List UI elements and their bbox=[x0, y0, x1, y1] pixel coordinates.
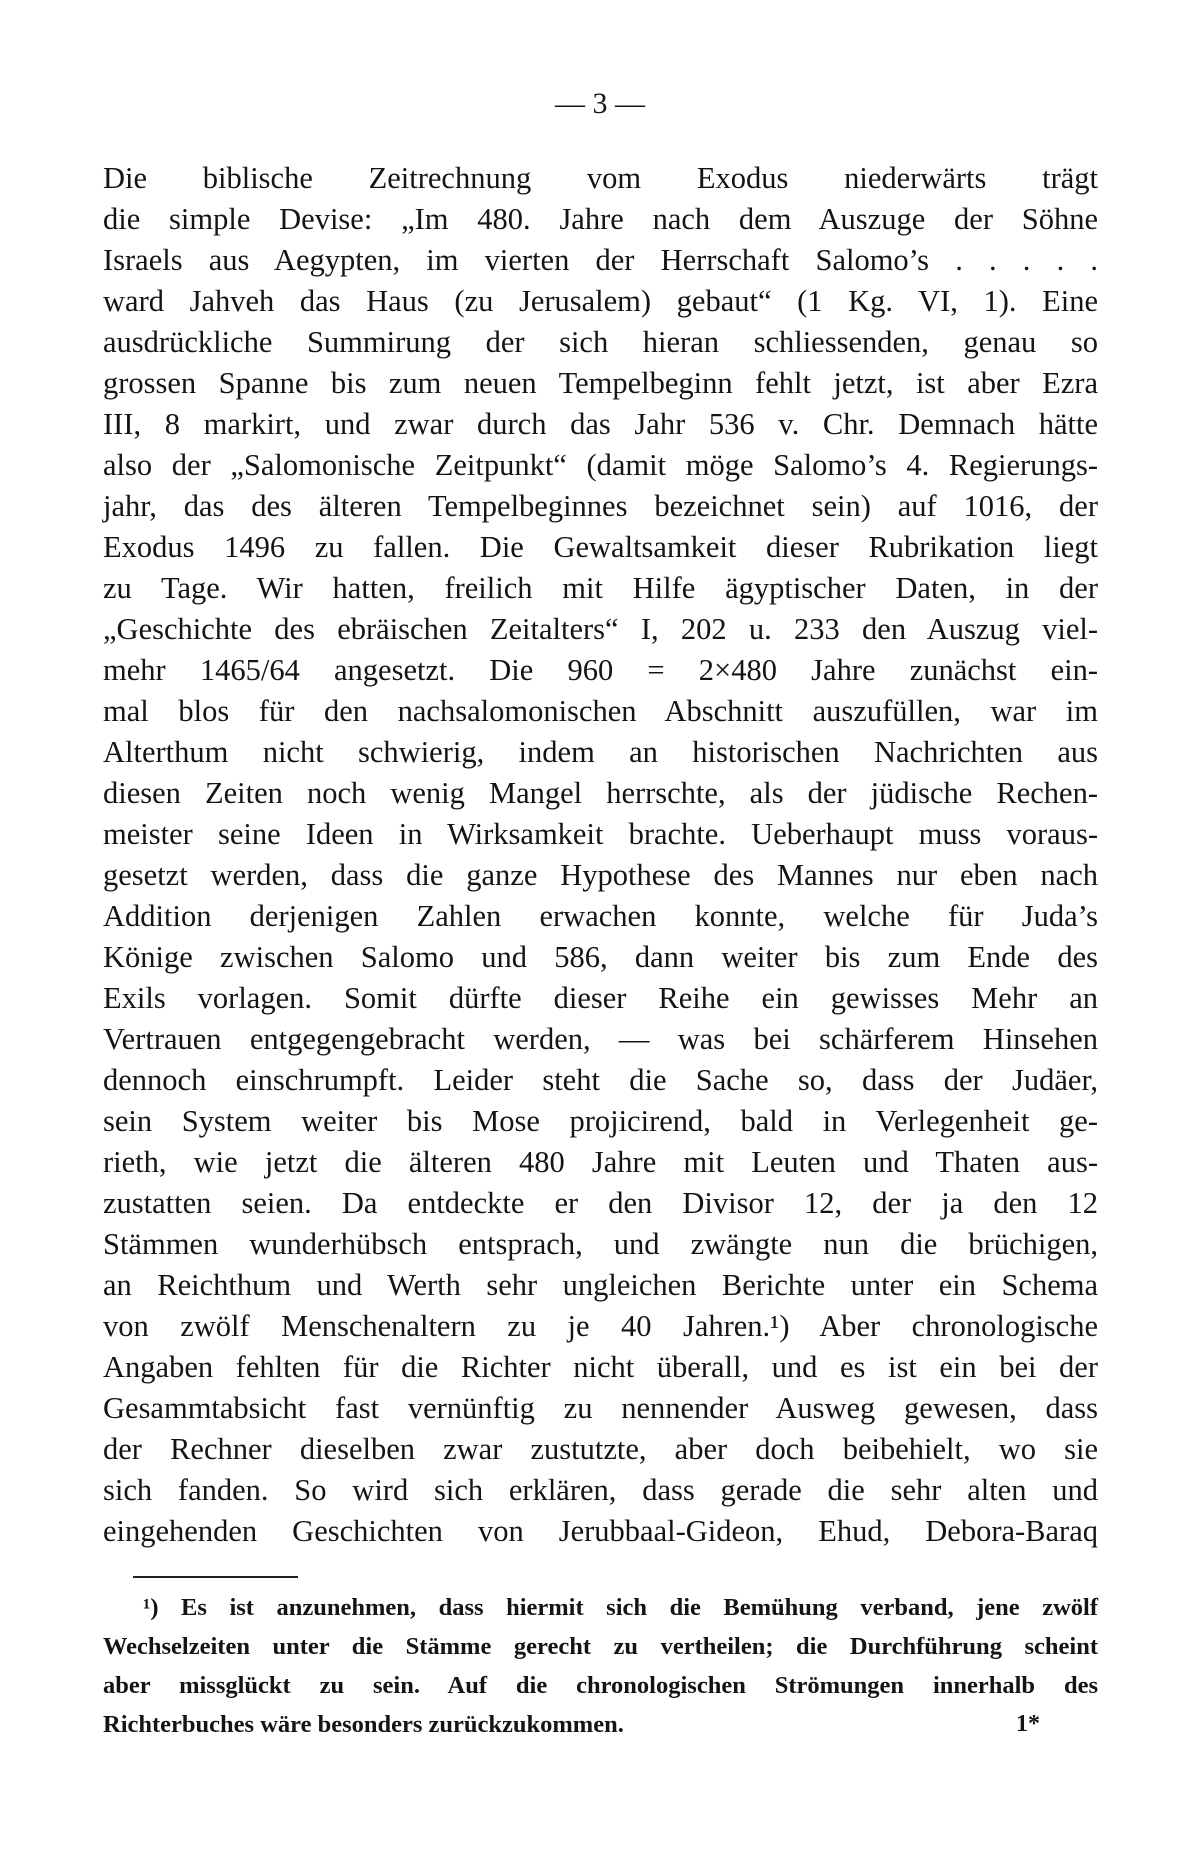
footnote-line: ¹) Es ist anzunehmen, dass hiermit sich die Bemühung verband, jene zwölf bbox=[143, 1594, 1098, 1621]
text-line: eingehenden Geschichten von Jerubbaal-Gideon, Ehud, Debora-Baraq bbox=[103, 1514, 1098, 1548]
text-line: mehr 1465/64 angesetzt. Die 960 = 2×480 Jahre zunächst ein- bbox=[103, 653, 1098, 687]
page-number: — 3 — bbox=[555, 87, 645, 120]
text-line: III, 8 markirt, und zwar durch das Jahr 536 v. Chr. Demnach hätte bbox=[103, 407, 1098, 441]
text-line: Addition derjenigen Zahlen erwachen konnte, welche für Juda’s bbox=[103, 899, 1098, 933]
text-line: ausdrückliche Summirung der sich hieran schliessenden, genau so bbox=[103, 325, 1098, 359]
text-line: Könige zwischen Salomo und 586, dann weiter bis zum Ende des bbox=[103, 940, 1098, 974]
text-line: „Geschichte des ebräischen Zeitalters“ I, 202 u. 233 den Auszug viel- bbox=[103, 612, 1098, 646]
text-line: diesen Zeiten noch wenig Mangel herrschte, als der jüdische Rechen- bbox=[103, 776, 1098, 810]
footnote-line: Wechselzeiten unter die Stämme gerecht zu vertheilen; die Durchführung scheint bbox=[103, 1633, 1098, 1660]
text-line: gesetzt werden, dass die ganze Hypothese des Mannes nur eben nach bbox=[103, 858, 1098, 892]
text-line: mal blos für den nachsalomonischen Abschnitt auszufüllen, war im bbox=[103, 694, 1098, 728]
text-line: die simple Devise: „Im 480. Jahre nach dem Auszuge der Söhne bbox=[103, 202, 1098, 236]
text-line: Exils vorlagen. Somit dürfte dieser Reihe ein gewisses Mehr an bbox=[103, 981, 1098, 1015]
text-line: Exodus 1496 zu fallen. Die Gewaltsamkeit dieser Rubrikation liegt bbox=[103, 530, 1098, 564]
text-line: ward Jahveh das Haus (zu Jerusalem) gebaut“ (1 Kg. VI, 1). Eine bbox=[103, 284, 1098, 318]
text-line: Die biblische Zeitrechnung vom Exodus niederwärts trägt bbox=[103, 161, 1098, 195]
text-line: zu Tage. Wir hatten, freilich mit Hilfe ägyptischer Daten, in der bbox=[103, 571, 1098, 605]
text-line: jahr, das des älteren Tempelbeginnes bezeichnet sein) auf 1016, der bbox=[103, 489, 1098, 523]
footnote-line: aber missglückt zu sein. Auf die chronologischen Strömungen innerhalb des bbox=[103, 1672, 1098, 1699]
text-line: grossen Spanne bis zum neuen Tempelbeginn fehlt jetzt, ist aber Ezra bbox=[103, 366, 1098, 400]
text-line: Israels aus Aegypten, im vierten der Herrschaft Salomo’s . . . . . bbox=[103, 243, 1098, 277]
text-line: meister seine Ideen in Wirksamkeit brachte. Ueberhaupt muss voraus- bbox=[103, 817, 1098, 851]
footnote-line: Richterbuches wäre besonders zurückzukommen. bbox=[103, 1711, 624, 1738]
sheet-signature: 1* bbox=[1016, 1711, 1040, 1737]
text-line: Gesammtabsicht fast vernünftig zu nennender Ausweg gewesen, dass bbox=[103, 1391, 1098, 1425]
text-line: sich fanden. So wird sich erklären, dass gerade die sehr alten und bbox=[103, 1473, 1098, 1507]
text-line: Vertrauen entgegengebracht werden, — was bei schärferem Hinsehen bbox=[103, 1022, 1098, 1056]
footnote bbox=[103, 1588, 1098, 1744]
text-line: sein System weiter bis Mose projicirend, bald in Verlegenheit ge- bbox=[103, 1104, 1098, 1138]
text-line: der Rechner dieselben zwar zustutzte, aber doch beibehielt, wo sie bbox=[103, 1432, 1098, 1466]
text-line: von zwölf Menschenaltern zu je 40 Jahren.¹) Aber chronologische bbox=[103, 1309, 1098, 1343]
footnote-divider bbox=[133, 1576, 298, 1578]
text-line: Angaben fehlten für die Richter nicht überall, und es ist ein bei der bbox=[103, 1350, 1098, 1384]
text-line: dennoch einschrumpft. Leider steht die Sache so, dass der Judäer, bbox=[103, 1063, 1098, 1097]
text-line: rieth, wie jetzt die älteren 480 Jahre mit Leuten und Thaten aus- bbox=[103, 1145, 1098, 1179]
text-line: also der „Salomonische Zeitpunkt“ (damit möge Salomo’s 4. Regierungs- bbox=[103, 448, 1098, 482]
text-line: Alterthum nicht schwierig, indem an historischen Nachrichten aus bbox=[103, 735, 1098, 769]
text-line: an Reichthum und Werth sehr ungleichen Berichte unter ein Schema bbox=[103, 1268, 1098, 1302]
text-line: Stämmen wunderhübsch entsprach, und zwängte nun die brüchigen, bbox=[103, 1227, 1098, 1261]
text-line: zustatten seien. Da entdeckte er den Divisor 12, der ja den 12 bbox=[103, 1186, 1098, 1220]
body-text bbox=[103, 158, 1098, 1552]
